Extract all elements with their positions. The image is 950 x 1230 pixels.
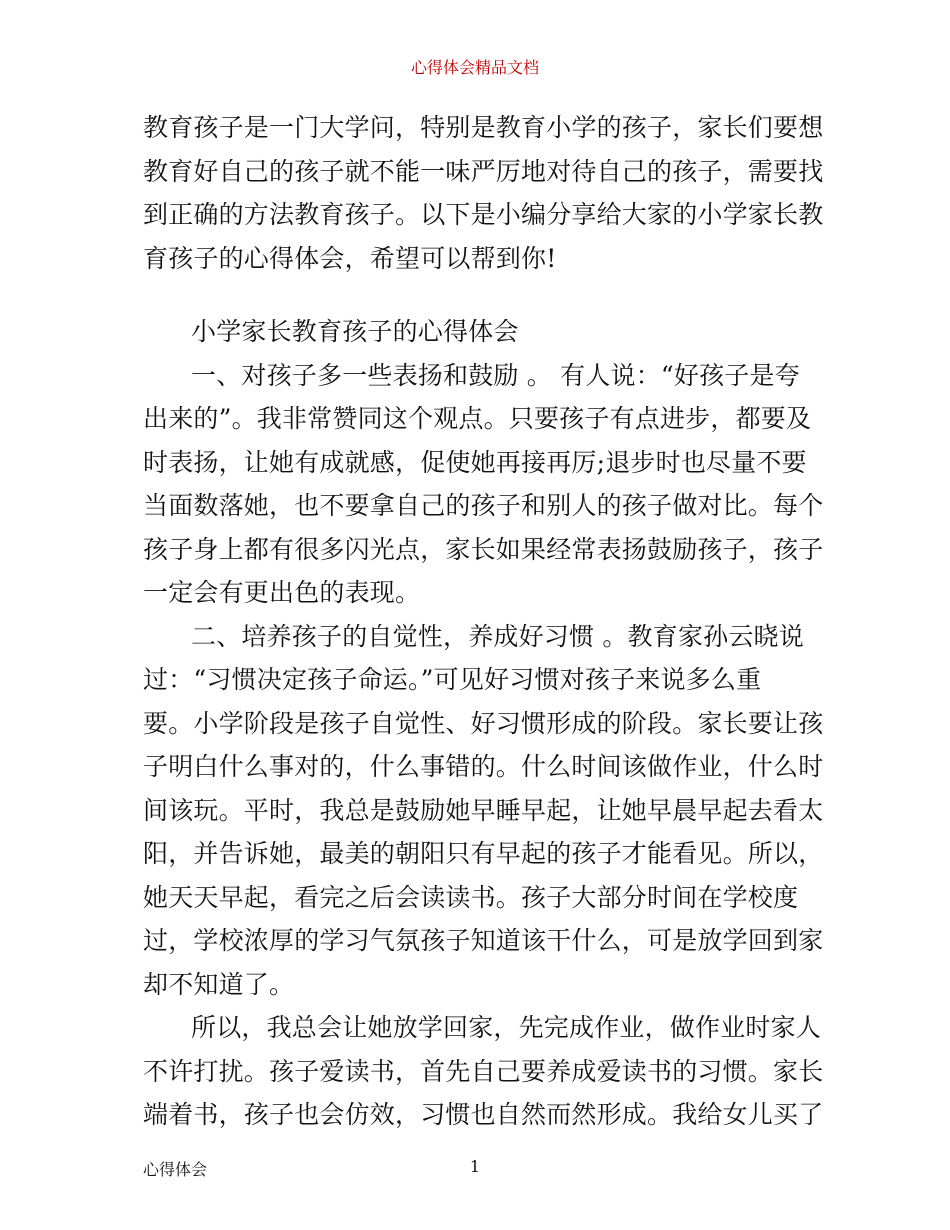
text-line: 出来的”。我非常赞同这个观点。只要孩子有点进步，都要及 — [143, 404, 812, 433]
text-line: 一、对孩子多一些表扬和鼓励 。 有人说：“好孩子是夸 — [191, 360, 800, 390]
document-body — [143, 106, 824, 1137]
text-line: 却不知道了。 — [143, 969, 295, 999]
paragraph-gap — [143, 280, 815, 310]
paragraph-praise — [143, 354, 824, 615]
text-line: 端着书，孩子也会仿效，习惯也自然而然形成。我给女儿买了 — [143, 1100, 824, 1129]
text-line: 子明白什么事对的，什么事错的。什么时间该做作业，什么时 — [143, 752, 824, 781]
text-line: 不许打扰。孩子爱读书，首先自己要养成爱读书的习惯。家长 — [143, 1056, 824, 1086]
text-line: 过，学校浓厚的学习气氛孩子知道该干什么，可是放学回到家 — [143, 926, 824, 955]
text-line: 过：“习惯决定孩子命运。”可见好习惯对孩子来说多么重 — [143, 665, 762, 694]
text-line: 二、培养孩子的自觉性，养成好习惯 。教育家孙云晓说 — [191, 621, 804, 651]
text-line: 教育孩子是一门大学问，特别是教育小学的孩子，家长们要想 — [143, 113, 824, 142]
paragraph-reading — [143, 1006, 824, 1137]
intro-paragraph — [143, 106, 824, 280]
text-line: 孩子身上都有很多闪光点，家长如果经常表扬鼓励孩子，孩子 — [143, 534, 824, 564]
section-title: 小学家长教育孩子的心得体会 — [191, 317, 519, 346]
text-line: 育孩子的心得体会，希望可以帮到你! — [143, 243, 557, 273]
text-line: 当面数落她，也不要拿自己的孩子和别人的孩子做对比。每个 — [143, 491, 824, 520]
text-line: 教育好自己的孩子就不能一味严厉地对待自己的孩子，需要找 — [143, 156, 824, 186]
page-number: 1 — [469, 1157, 481, 1176]
page-header: 心得体会精品文档 — [410, 58, 539, 77]
text-line: 所以，我总会让她放学回家，先完成作业，做作业时家人 — [191, 1013, 822, 1042]
text-line: 时表扬，让她有成就感，促使她再接再厉;退步时也尽量不要 — [143, 447, 807, 477]
paragraph-habits — [143, 615, 824, 1007]
text-line: 到正确的方法教育孩子。以下是小编分享给大家的小学家长教 — [143, 200, 824, 229]
text-line: 要。小学阶段是孩子自觉性、好习惯形成的阶段。家长要让孩 — [143, 708, 824, 738]
text-line: 她天天早起，看完之后会读读书。孩子大部分时间在学校度 — [143, 882, 799, 912]
text-line: 阳，并告诉她，最美的朝阳只有早起的孩子才能看见。所以， — [143, 839, 824, 868]
footer-label: 心得体会 — [143, 1160, 208, 1179]
text-line: 一定会有更出色的表现。 — [143, 578, 421, 607]
text-line: 间该玩。平时，我总是鼓励她早睡早起，让她早晨早起去看太 — [143, 795, 824, 825]
